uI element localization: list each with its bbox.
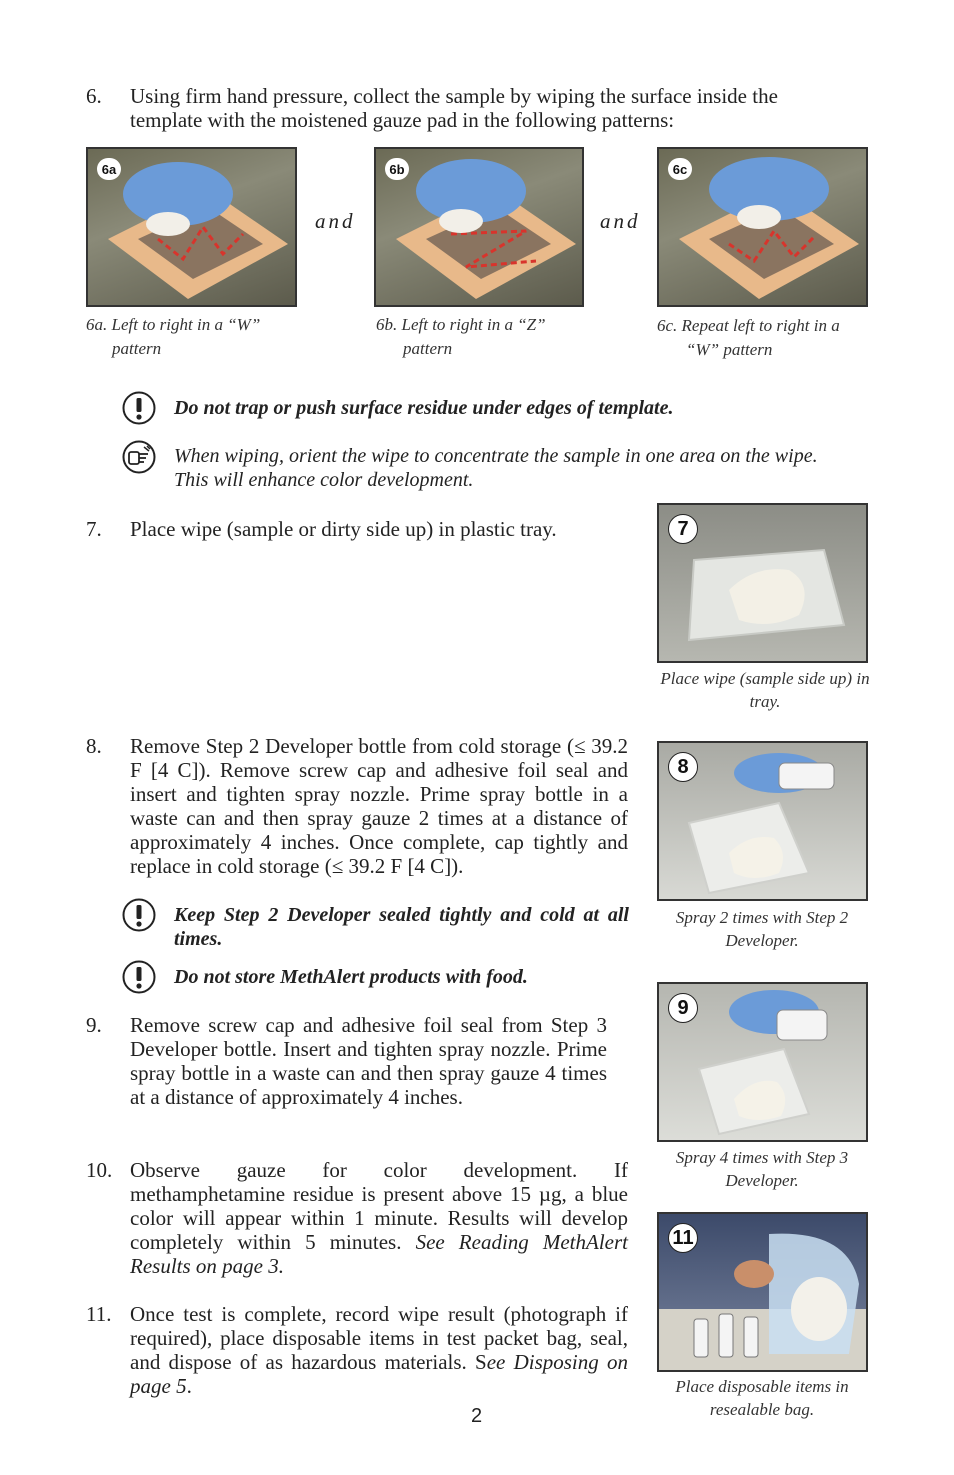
caption-6c-line1: 6c. Repeat left to right in a (657, 316, 840, 335)
step-7-number: 7. (86, 517, 102, 541)
step-11-text (130, 1302, 628, 1398)
step-11-reference: ee Disposing on page 5 (130, 1350, 628, 1398)
badge-6b: 6b (385, 158, 409, 180)
photo-6a (86, 147, 297, 307)
caution-note-food: Do not store MethAlert products with food. (174, 966, 528, 988)
caption-8: Spray 2 times with Step 2 Developer. (675, 908, 849, 950)
badge-8: 8 (668, 752, 698, 782)
caption-6a-line2: pattern (112, 339, 162, 358)
badge-6c: 6c (668, 158, 692, 180)
photo-9 (657, 982, 868, 1142)
step-7-text: Place wipe (sample or dirty side up) in plastic tray. (130, 517, 557, 541)
step-8-number: 8. (86, 734, 102, 758)
page-number: 2 (471, 1405, 483, 1427)
caption-6b-line2: pattern (403, 339, 453, 358)
step-10-text (130, 1158, 628, 1278)
photo-8 (657, 741, 868, 901)
and-word-1: and (315, 209, 356, 233)
step-11-body: Once test is complete, record wipe result (photograph if required), place disposable items in test packet bag, seal, and dispose of as hazardous materials. S (130, 1302, 628, 1374)
step-10-reference: See Reading MethAlert Results on page 3. (130, 1230, 628, 1278)
caption-7: Place wipe (sample side up) in tray. (660, 669, 870, 711)
step-10-number: 10. (86, 1158, 113, 1182)
caution-icon (122, 960, 156, 994)
badge-6a: 6a (97, 158, 121, 180)
tip-note-wiping: When wiping, orient the wipe to concentrate the sample in one area on the wipe. This will enhance color development. (174, 445, 818, 491)
caption-9: Spray 4 times with Step 3 Developer. (675, 1148, 849, 1190)
step-11-end: . (186, 1374, 192, 1398)
step-6-number: 6. (86, 84, 102, 108)
caption-6b-line1: 6b. Left to right in a “Z” (376, 315, 546, 334)
step-9-text: Remove screw cap and adhesive foil seal from Step 3 Developer bottle. Insert and tighten spray nozzle. Prime spray bottle in a waste can and then spray gauze 4 times at a distance of approximately 4 inches. (130, 1013, 607, 1109)
step-8-text: Remove Step 2 Developer bottle from cold storage (≤ 39.2 F [4 C]). Remove screw cap and adhesive foil seal and insert and tighten spray nozzle. Prime spray bottle in a waste can and then spray gauze 2 times at a distance of approximately 4 inches. Once complete, cap tightly and replace in cold storage (≤ 39.2 F [4 C]). (130, 734, 628, 878)
step-11-number: 11. (86, 1302, 112, 1326)
caption-6a-line1: 6a. Left to right in a “W” (86, 315, 261, 334)
caption-11: Place disposable items in resealable bag. (675, 1377, 849, 1419)
caution-icon (122, 391, 156, 425)
caution-note-sealed: Keep Step 2 Developer sealed tightly and cold at all times. (174, 904, 629, 950)
badge-7: 7 (668, 514, 698, 544)
step-6-text: Using firm hand pressure, collect the sample by wiping the surface inside the template with the moistened gauze pad in the following patterns: (130, 84, 778, 132)
step-9-number: 9. (86, 1013, 102, 1037)
photo-6c (657, 147, 868, 307)
step-10-body: Observe gauze for color development. If methamphetamine residue is present above 15 µg, a blue color will appear within 1 minute. Results will develop completely within 5 minutes. (130, 1158, 628, 1254)
tip-hand-icon (122, 440, 156, 474)
and-word-2: and (600, 209, 641, 233)
badge-11: 11 (668, 1223, 698, 1253)
caution-icon (122, 898, 156, 932)
caption-6c-line2: “W” pattern (686, 340, 773, 359)
badge-9: 9 (668, 993, 698, 1023)
photo-7 (657, 503, 868, 663)
photo-6b (374, 147, 584, 307)
caution-note-template: Do not trap or push surface residue under edges of template. (174, 397, 674, 419)
photo-11 (657, 1212, 868, 1372)
